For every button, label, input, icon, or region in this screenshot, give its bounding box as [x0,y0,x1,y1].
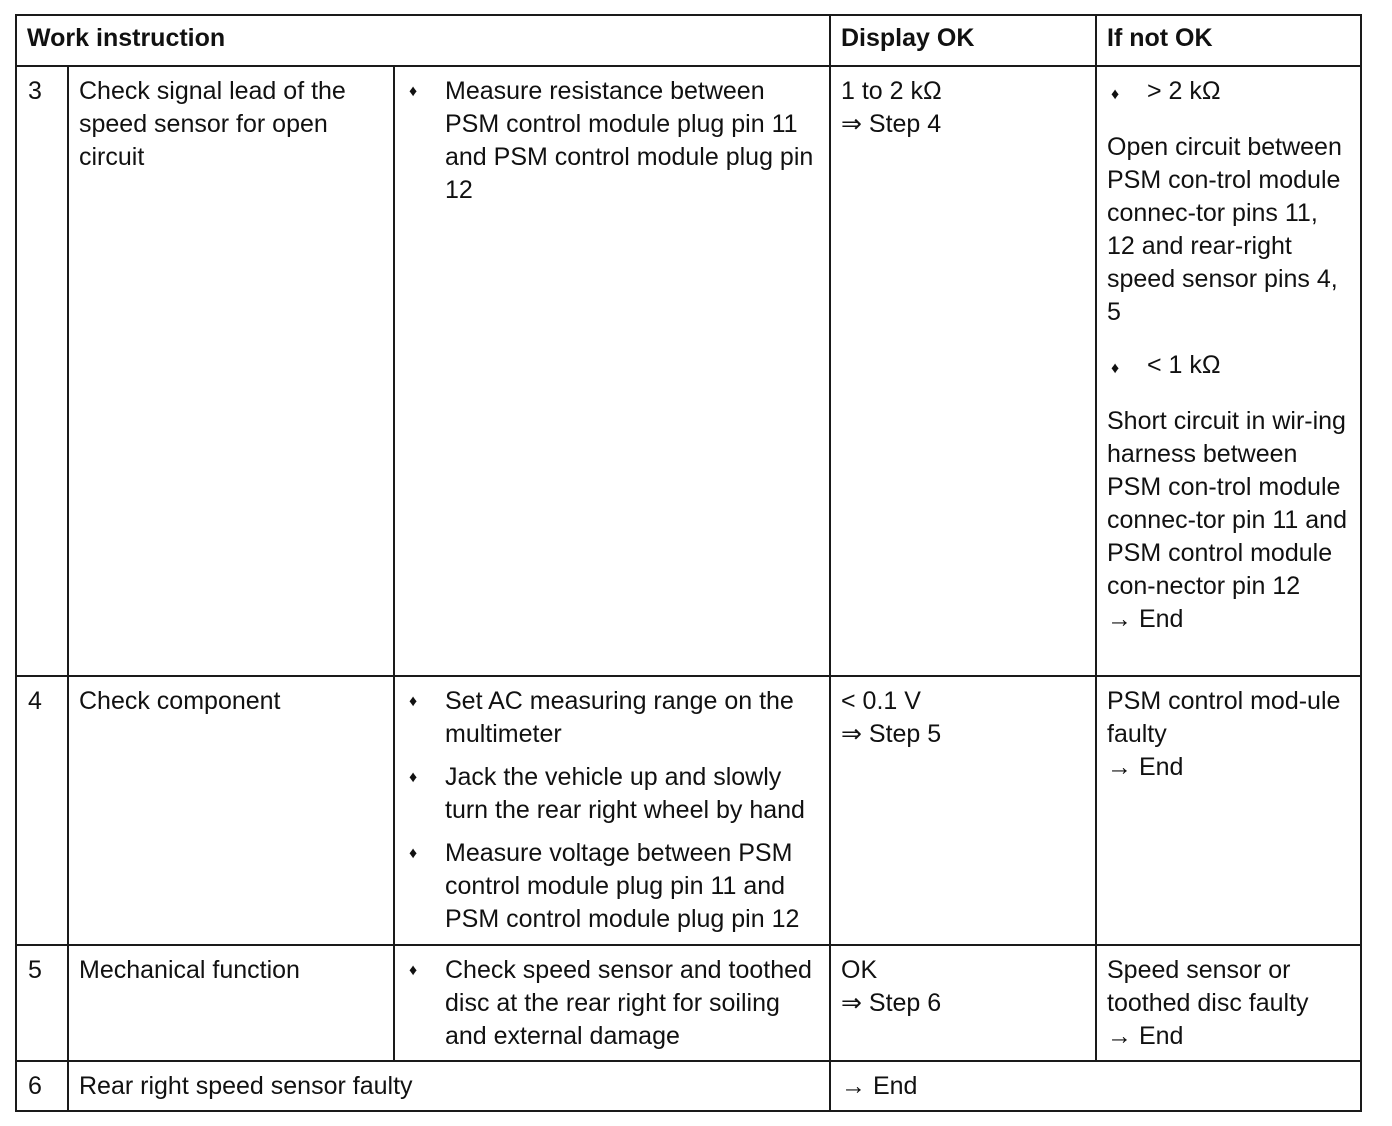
display-ok-cell: → End [830,1061,1361,1111]
work-instruction-table [15,14,1362,1112]
diamond-bullet-icon: ♦ [1111,86,1120,103]
step-number: 4 [16,676,68,945]
diagnosis-text: Short circuit in wir-ing harness between PSM con-trol module connec-tor pin 11 and PSM control module con-nector pin 12 [1107,407,1347,600]
step-number: 3 [16,66,68,676]
diamond-bullet-icon: ♦ [409,693,418,710]
header-display-ok: Display OK [830,15,1096,66]
step-number: 6 [16,1061,68,1111]
header-if-not-ok: If not OK [1096,15,1361,66]
result-end: → End [1107,753,1184,781]
display-ok-value: OK [841,956,878,984]
header-row [16,15,1361,66]
diagnosis-text: Speed sensor or toothed disc faulty [1107,956,1309,1017]
display-ok-value: 1 to 2 kΩ [841,77,942,105]
list-item [405,685,819,751]
result-end: → End [1107,605,1184,633]
instruction-text: Jack the vehicle up and slowly turn the rear right wheel by hand [445,763,805,824]
instruction-text: Check speed sensor and toothed disc at the rear right for soiling and external damage [445,956,812,1050]
table-row [16,1061,1361,1111]
diamond-bullet-icon: ♦ [409,83,418,100]
list-item [405,837,819,936]
display-ok-cell [830,676,1096,945]
diamond-bullet-icon: ♦ [409,962,418,979]
step-title: Check component [68,676,394,945]
diamond-bullet-icon: ♦ [409,769,418,786]
table-row [16,66,1361,676]
diamond-bullet-icon: ♦ [1111,360,1120,377]
condition-low [1107,349,1350,385]
step-instructions [394,945,830,1061]
step-title: Rear right speed sensor faulty [68,1061,830,1111]
header-work-instruction: Work instruction [16,15,830,66]
list-item [405,954,819,1053]
step-instructions [394,66,830,676]
if-not-ok-cell [1096,676,1361,945]
step-title: Check signal lead of the speed sensor for open circuit [68,66,394,676]
list-item [405,75,819,207]
display-ok-next: ⇒ Step 5 [841,720,942,748]
if-not-ok-cell [1096,945,1361,1061]
display-ok-next: ⇒ Step 6 [841,989,942,1017]
table-row [16,676,1361,945]
instruction-text: Set AC measuring range on the multimeter [445,687,794,748]
instruction-text: Measure resistance between PSM control module plug pin 11 and PSM control module plug pin 12 [445,77,814,204]
display-ok-next: ⇒ Step 4 [841,110,942,138]
diamond-bullet-icon: ♦ [409,845,418,862]
diagnosis-text: Open circuit between PSM con-trol module connec-tor pins 11, 12 and rear-right speed sensor pins 4, 5 [1107,133,1342,326]
list-item [405,761,819,827]
display-ok-cell [830,66,1096,676]
step-number: 5 [16,945,68,1061]
condition-high [1107,75,1350,111]
step-instructions [394,676,830,945]
condition-text: < 1 kΩ [1147,351,1221,379]
diagnosis-text: PSM control mod-ule faulty [1107,687,1341,748]
condition-text: > 2 kΩ [1147,77,1221,105]
display-ok-cell [830,945,1096,1061]
result-end: → End [1107,1022,1184,1050]
display-ok-value: < 0.1 V [841,687,921,715]
if-not-ok-cell [1096,66,1361,676]
table-row [16,945,1361,1061]
step-title: Mechanical function [68,945,394,1061]
instruction-text: Measure voltage between PSM control module plug pin 11 and PSM control module plug pin 12 [445,839,800,933]
